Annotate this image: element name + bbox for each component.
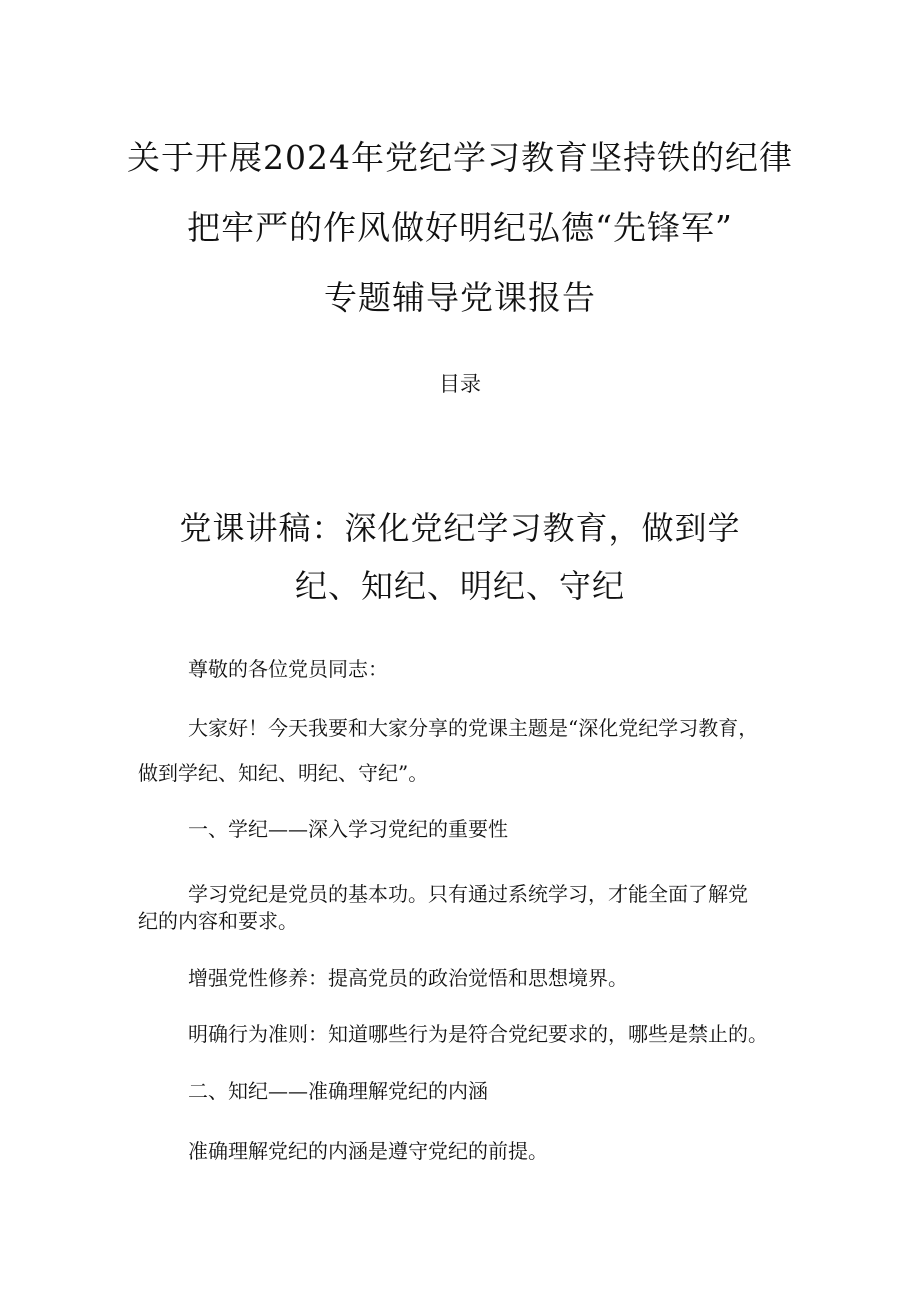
toc-label: 目录 — [439, 372, 481, 396]
document-title-line-3: 专题辅导党课报告 — [324, 278, 596, 317]
section-1-heading: 一、学纪——深入学习党纪的重要性 — [188, 817, 508, 841]
section-1-paragraph-1-line-1: 学习党纪是党员的基本功。只有通过系统学习，才能全面了解党 — [188, 882, 748, 906]
lecture-title-line-1: 党课讲稿：深化党纪学习教育，做到学 — [179, 509, 741, 547]
section-1-paragraph-1-line-2: 纪的内容和要求。 — [138, 909, 298, 933]
section-1-paragraph-2: 增强党性修养：提高党员的政治觉悟和思想境界。 — [188, 966, 628, 990]
intro-paragraph-line-2: 做到学纪、知纪、明纪、守纪”。 — [138, 761, 429, 785]
section-2-paragraph-1: 准确理解党纪的内涵是遵守党纪的前提。 — [188, 1139, 548, 1163]
section-1-paragraph-3: 明确行为准则：知道哪些行为是符合党纪要求的，哪些是禁止的。 — [188, 1022, 768, 1046]
salutation: 尊敬的各位党员同志： — [188, 657, 388, 681]
document-title-line-1: 关于开展2024年党纪学习教育坚持铁的纪律 — [127, 138, 793, 177]
section-2-heading: 二、知纪——准确理解党纪的内涵 — [188, 1079, 488, 1103]
document-title-line-2: 把牢严的作风做好明纪弘德“先锋军” — [187, 208, 733, 247]
intro-paragraph-line-1: 大家好！今天我要和大家分享的党课主题是“深化党纪学习教育， — [188, 716, 759, 740]
lecture-title-line-2: 纪、知纪、明纪、守纪 — [294, 567, 625, 605]
